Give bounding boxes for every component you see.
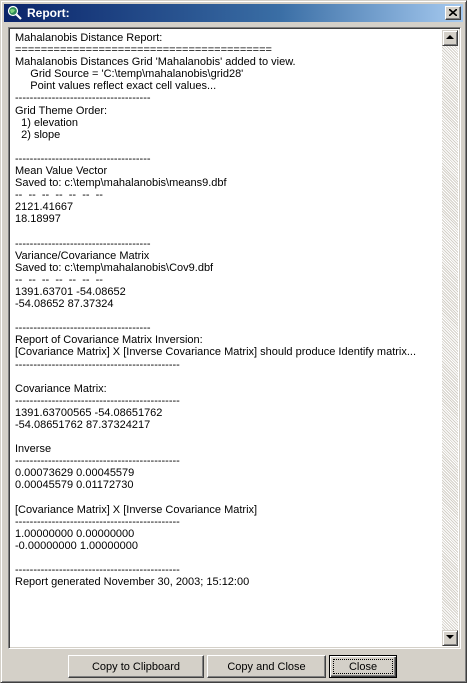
report-line: -54.08652 87.37324 <box>15 298 114 311</box>
report-line: --------------------------------------------- <box>15 394 180 407</box>
report-line: Variance/Covariance Matrix <box>15 249 150 262</box>
report-line <box>15 431 440 443</box>
report-line: Grid Theme Order: <box>15 104 108 117</box>
report-line <box>15 226 440 238</box>
window-title: Report: <box>27 6 70 20</box>
report-line: ------------------------------------- <box>15 322 151 335</box>
report-line: 1391.63701 -54.08652 <box>15 285 126 298</box>
title-bar[interactable] <box>4 4 463 22</box>
report-line: Grid Source = 'C:\temp\mahalanobis\grid28' <box>15 68 244 81</box>
copy-to-clipboard-button[interactable]: Copy to Clipboard <box>68 655 204 678</box>
report-line: ------------------------------------- <box>15 152 151 165</box>
report-line: Point values reflect exact cell values... <box>15 80 217 93</box>
report-line <box>15 310 440 322</box>
report-line: -0.00000000 1.00000000 <box>15 539 138 552</box>
close-button-label: Close <box>348 660 378 673</box>
report-line: Mahalanobis Distances Grid 'Mahalanobis' added to view. <box>15 56 296 69</box>
report-line: Inverse <box>15 443 52 456</box>
report-line: --------------------------------------------- <box>15 564 180 577</box>
report-line: 1391.63700565 -54.08651762 <box>15 406 163 419</box>
report-text-area[interactable] <box>8 27 461 649</box>
scroll-down-button[interactable] <box>442 630 458 646</box>
report-line: 2121.41667 <box>15 201 74 214</box>
report-line: Mean Value Vector <box>15 165 108 178</box>
report-line: ======================================== <box>15 44 272 57</box>
report-line: 1.00000000 0.00000000 <box>15 527 135 540</box>
report-line <box>15 492 440 504</box>
report-line: --------------------------------------------- <box>15 515 180 528</box>
report-line: 18.18997 <box>15 213 61 226</box>
report-line: [Covariance Matrix] X [Inverse Covariance Matrix] should produce Identify matrix... <box>15 346 417 359</box>
scroll-track[interactable] <box>442 46 458 630</box>
report-line: Saved to: c:\temp\mahalanobis\Cov9.dbf <box>15 261 214 274</box>
copy-and-close-button[interactable]: Copy and Close <box>207 655 326 678</box>
title-close-button[interactable] <box>445 6 461 20</box>
report-line: --------------------------------------------- <box>15 455 180 468</box>
report-line: ------------------------------------- <box>15 237 151 250</box>
report-line: Report of Covariance Matrix Inversion: <box>15 334 203 347</box>
report-line: Report generated November 30, 2003; 15:12:00 <box>15 576 250 589</box>
report-line <box>15 371 440 383</box>
report-line: 1) elevation <box>15 116 78 129</box>
close-button[interactable] <box>329 655 397 678</box>
vertical-scrollbar[interactable] <box>442 30 458 646</box>
focus-rectangle <box>333 659 393 674</box>
report-line: 0.00073629 0.00045579 <box>15 467 135 480</box>
report-line: ------------------------------------- <box>15 92 151 105</box>
magnifier-globe-icon <box>7 5 23 21</box>
report-line: [Covariance Matrix] X [Inverse Covariance Matrix] <box>15 503 258 516</box>
report-line: 0.00045579 0.01172730 <box>15 479 134 492</box>
report-line <box>15 141 440 153</box>
report-line: -54.08651762 87.37324217 <box>15 419 151 431</box>
report-line: -- -- -- -- -- -- -- <box>15 273 103 286</box>
report-line: Covariance Matrix: <box>15 382 107 395</box>
report-line: -- -- -- -- -- -- -- <box>15 189 103 202</box>
report-line: --------------------------------------------- <box>15 358 180 371</box>
report-line: 2) slope <box>15 128 61 141</box>
report-text <box>15 32 440 644</box>
report-line <box>15 552 440 564</box>
report-line: Saved to: c:\temp\mahalanobis\means9.dbf <box>15 177 227 190</box>
report-line: Mahalanobis Distance Report: <box>15 32 163 44</box>
scroll-up-button[interactable] <box>442 30 458 46</box>
